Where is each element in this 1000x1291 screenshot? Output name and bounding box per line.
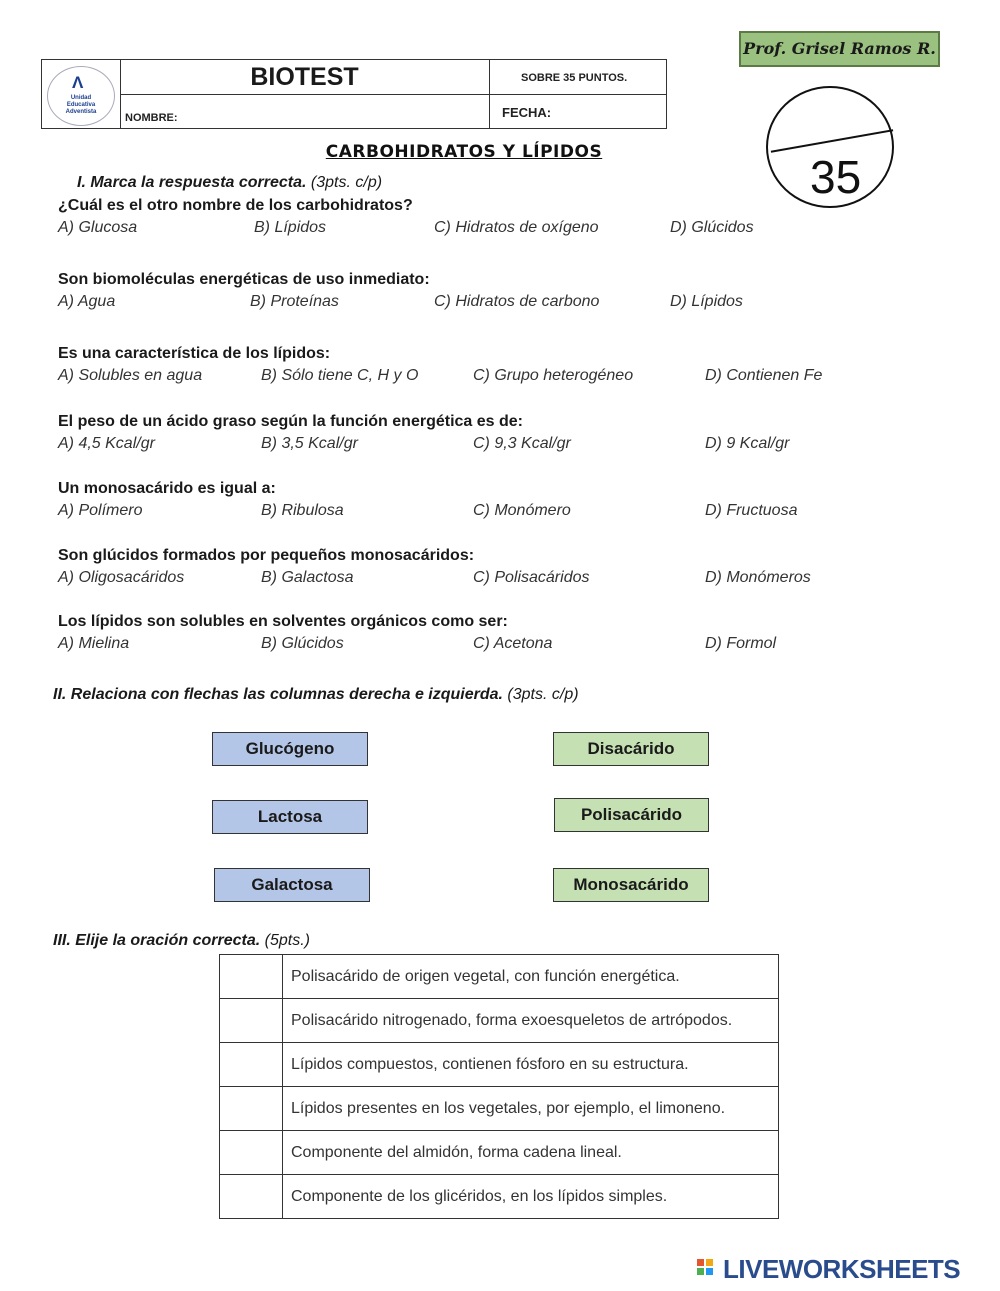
worksheet-title: BIOTEST: [250, 63, 359, 91]
q2-option-c[interactable]: C) Hidratos de carbono: [434, 293, 600, 310]
teacher-label: Prof. Grisel Ramos R.: [739, 31, 940, 67]
table-row: [220, 1043, 779, 1087]
part3-text: Elije la oración correcta.: [75, 932, 261, 949]
sentence-table: [219, 954, 779, 1219]
right-box-monosacarido[interactable]: Monosacárido: [553, 868, 709, 902]
section-title: CARBOHIDRATOS Y LÍPIDOS: [325, 142, 603, 162]
q3-option-b[interactable]: B) Sólo tiene C, H y O: [261, 367, 419, 384]
part1-instruction: [77, 174, 382, 192]
school-logo: [47, 66, 115, 126]
answer-checkbox-3[interactable]: [220, 1043, 283, 1087]
liveworksheets-text: LIVEWORKSHEETS: [723, 1254, 961, 1284]
q4-option-a[interactable]: A) 4,5 Kcal/gr: [58, 435, 155, 452]
question-7: Los lípidos son solubles en solventes orgánicos como ser:: [58, 613, 508, 630]
logo-square-icon: [706, 1259, 713, 1266]
table-row: [220, 1175, 779, 1219]
q1-option-c[interactable]: C) Hidratos de oxígeno: [434, 219, 599, 236]
sentence-2: Polisacárido nitrogenado, forma exoesqueletos de artrópodos.: [283, 999, 779, 1043]
question-3: Es una característica de los lípidos:: [58, 345, 331, 362]
logo-cell: [42, 60, 121, 128]
sentence-5: Componente del almidón, forma cadena lineal.: [283, 1131, 779, 1175]
table-row: [220, 1087, 779, 1131]
answer-checkbox-5[interactable]: [220, 1131, 283, 1175]
part3-points: (5pts.): [264, 932, 310, 949]
q4-option-b[interactable]: B) 3,5 Kcal/gr: [261, 435, 358, 452]
logo-square-icon: [697, 1268, 704, 1275]
part3-instruction: [53, 932, 310, 950]
logo-text-3: Adventista: [65, 109, 97, 115]
date-label: FECHA:: [502, 105, 552, 120]
q7-option-d[interactable]: D) Formol: [705, 635, 777, 652]
q6-option-a[interactable]: A) Oligosacáridos: [58, 569, 185, 586]
q1-option-b[interactable]: B) Lípidos: [254, 219, 327, 236]
sentence-6: Componente de los glicéridos, en los lípidos simples.: [283, 1175, 779, 1219]
score-label: SOBRE 35 PUNTOS.: [521, 72, 628, 84]
logo-square-icon: [706, 1268, 713, 1275]
score-cell: [490, 60, 666, 95]
q7-option-b[interactable]: B) Glúcidos: [261, 635, 344, 652]
q1-option-d[interactable]: D) Glúcidos: [670, 219, 754, 236]
q7-option-a[interactable]: A) Mielina: [58, 635, 130, 652]
logo-text-1: Unidad: [70, 95, 92, 101]
q5-option-c[interactable]: C) Monómero: [473, 502, 571, 519]
part2-points: (3pts. c/p): [507, 686, 579, 703]
part1-numeral: I.: [77, 174, 86, 191]
sentence-3: Lípidos compuestos, contienen fósforo en su estructura.: [283, 1043, 779, 1087]
right-box-polisacarido[interactable]: Polisacárido: [554, 798, 709, 832]
date-cell[interactable]: [490, 95, 666, 128]
table-row: [220, 1131, 779, 1175]
question-1: ¿Cuál es el otro nombre de los carbohidratos?: [58, 197, 413, 214]
right-box-disacarido[interactable]: Disacárido: [553, 732, 709, 766]
answer-checkbox-4[interactable]: [220, 1087, 283, 1131]
q6-option-c[interactable]: C) Polisacáridos: [473, 569, 590, 586]
table-row: [220, 955, 779, 999]
table-row: [220, 999, 779, 1043]
logo-square-icon: [697, 1259, 704, 1266]
q4-option-d[interactable]: D) 9 Kcal/gr: [705, 435, 790, 452]
part2-numeral: II.: [53, 686, 67, 703]
question-6: Son glúcidos formados por pequeños monosacáridos:: [58, 547, 475, 564]
answer-checkbox-2[interactable]: [220, 999, 283, 1043]
q2-option-b[interactable]: B) Proteínas: [250, 293, 339, 310]
logo-mark-icon: Λ: [72, 73, 84, 92]
q6-option-d[interactable]: D) Monómeros: [705, 569, 811, 586]
q3-option-d[interactable]: D) Contienen Fe: [705, 367, 823, 384]
q2-option-a[interactable]: A) Agua: [58, 293, 116, 310]
question-2: Son biomoléculas energéticas de uso inmediato:: [58, 271, 430, 288]
name-cell[interactable]: [120, 95, 490, 128]
q5-option-a[interactable]: A) Polímero: [58, 502, 143, 519]
q2-option-d[interactable]: D) Lípidos: [670, 293, 743, 310]
q3-option-a[interactable]: A) Solubles en agua: [58, 367, 203, 384]
answer-checkbox-1[interactable]: [220, 955, 283, 999]
left-box-glucogeno[interactable]: Glucógeno: [212, 732, 368, 766]
part2-text: Relaciona con flechas las columnas derecha e izquierda.: [70, 686, 503, 703]
question-5: Un monosacárido es igual a:: [58, 480, 276, 497]
q7-option-c[interactable]: C) Acetona: [473, 635, 553, 652]
q3-option-c[interactable]: C) Grupo heterogéneo: [473, 367, 634, 384]
logo-text-2: Educativa: [66, 102, 96, 108]
score-total: 35: [810, 151, 862, 203]
q4-option-c[interactable]: C) 9,3 Kcal/gr: [473, 435, 571, 452]
answer-checkbox-6[interactable]: [220, 1175, 283, 1219]
left-box-lactosa[interactable]: Lactosa: [212, 800, 368, 834]
sentence-4: Lípidos presentes en los vegetales, por ejemplo, el limoneno.: [283, 1087, 779, 1131]
part1-points: (3pts. c/p): [310, 174, 383, 191]
part1-text: Marca la respuesta correcta.: [90, 174, 307, 191]
header-table: [41, 59, 667, 129]
part2-instruction: [53, 686, 579, 704]
left-box-galactosa[interactable]: Galactosa: [214, 868, 370, 902]
q5-option-d[interactable]: D) Fructuosa: [705, 502, 798, 519]
title-cell: [120, 60, 490, 95]
part3-numeral: III.: [53, 932, 71, 949]
sentence-1: Polisacárido de origen vegetal, con función energética.: [283, 955, 779, 999]
question-4: El peso de un ácido graso según la función energética es de:: [58, 413, 523, 430]
q1-option-a[interactable]: A) Glucosa: [58, 219, 138, 236]
q6-option-b[interactable]: B) Galactosa: [261, 569, 354, 586]
q5-option-b[interactable]: B) Ribulosa: [261, 502, 344, 519]
name-label: NOMBRE:: [125, 112, 178, 124]
